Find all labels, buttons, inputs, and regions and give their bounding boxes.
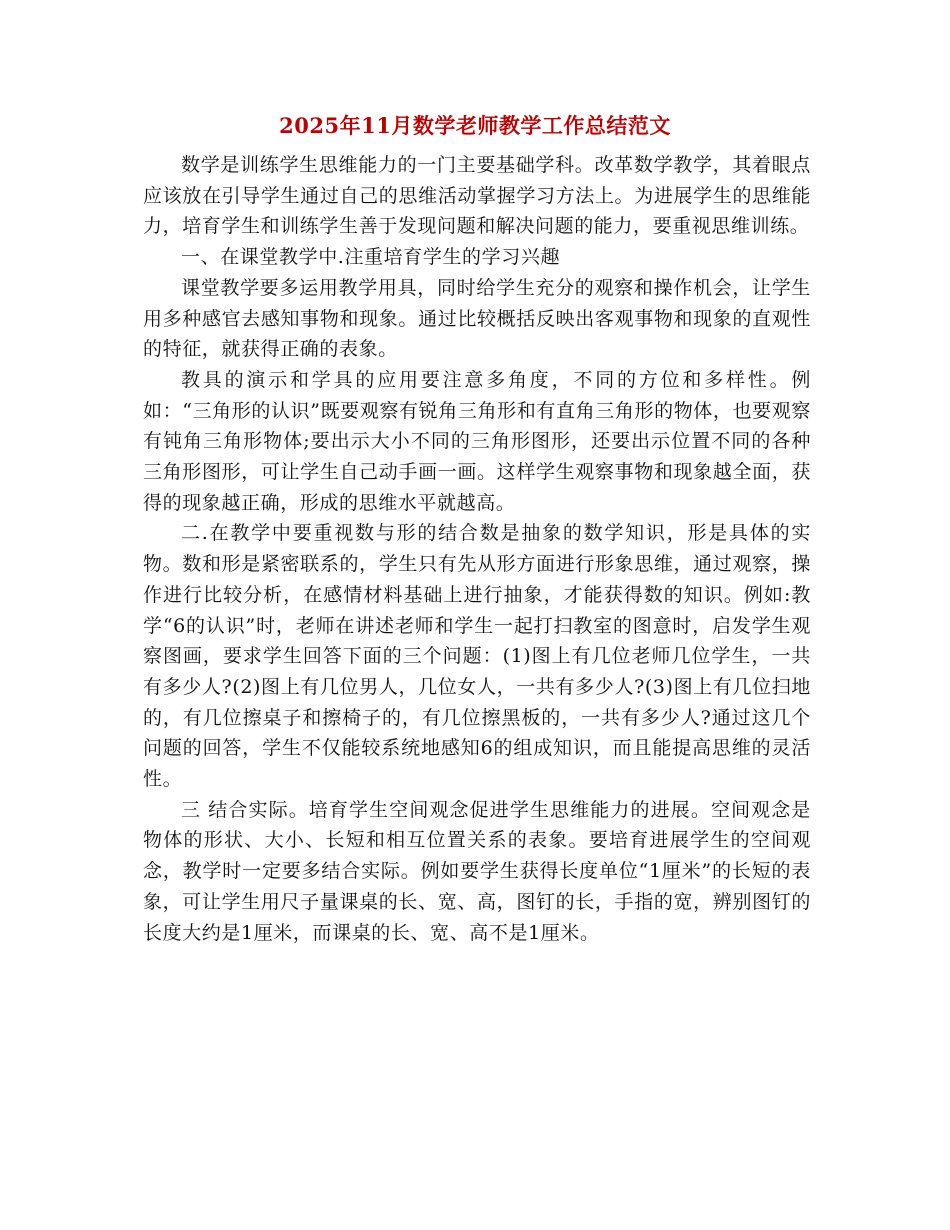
paragraph-section-3: 三 结合实际。培育学生空间观念促进学生思维能力的进展。空间观念是物体的形状、大小、长短和相互位置关系的表象。要培育进展学生的空间观念，教学时一定要多结合实际。例如要学生获得长度单位“1厘米”的长短的表象，可让学生用尺子量课桌的长、宽、高，图钉的长，手指的宽，辨别图钉的长度大约是1厘米，而课桌的长、宽、高不是1厘米。 xyxy=(143,798,811,944)
document-title: 2025年11月数学老师教学工作总结范文 xyxy=(279,113,671,138)
paragraph-intro: 数学是训练学生思维能力的一门主要基础学科。改革数学教学，其着眼点应该放在引导学生通过自己的思维活动掌握学习方法上。为进展学生的思维能力，培育学生和训练学生善于发现问题和解决问题的能力，要重视思维训练。 xyxy=(143,154,811,238)
section-heading-1: 一、在课堂教学中.注重培育学生的学习兴趣 xyxy=(181,246,561,269)
paragraph: 教具的演示和学具的应用要注意多角度，不同的方位和多样性。例如：“三角形的认识”既要观察有锐角三角形和有直角三角形的物体，也要观察有钝角三角形物体;要出示大小不同的三角形图形，还要出示位置不同的各种三角形图形，可让学生自己动手画一画。这样学生观察事物和现象越全面，获得的现象越正确，形成的思维水平就越高。 xyxy=(143,368,811,514)
paragraph: 课堂教学要多运用教学用具，同时给学生充分的观察和操作机会，让学生用多种感官去感知事物和现象。通过比较概括反映出客观事物和现象的直观性的特征，就获得正确的表象。 xyxy=(143,276,811,361)
document-body xyxy=(143,150,811,948)
paragraph-section-2: 二.在教学中要重视数与形的结合数是抽象的数学知识，形是具体的实物。数和形是紧密联系的，学生只有先从形方面进行形象思维，通过观察，操作进行比较分析，在感情材料基础上进行抽象，才能获得数的知识。例如:教学“6的认识”时，老师在讲述老师和学生一起打扫教室的图意时，启发学生观察图画，要求学生回答下面的三个问题：(1)图上有几位老师几位学生，一共有多少人?(2)图上有几位男人，几位女人，一共有多少人?(3)图上有几位扫地的，有几位擦桌子和擦椅子的，有几位擦黑板的，一共有多少人?通过这几个问题的回答，学生不仅能较系统地感知6的组成知识，而且能提高思维的灵活性。 xyxy=(143,522,811,791)
